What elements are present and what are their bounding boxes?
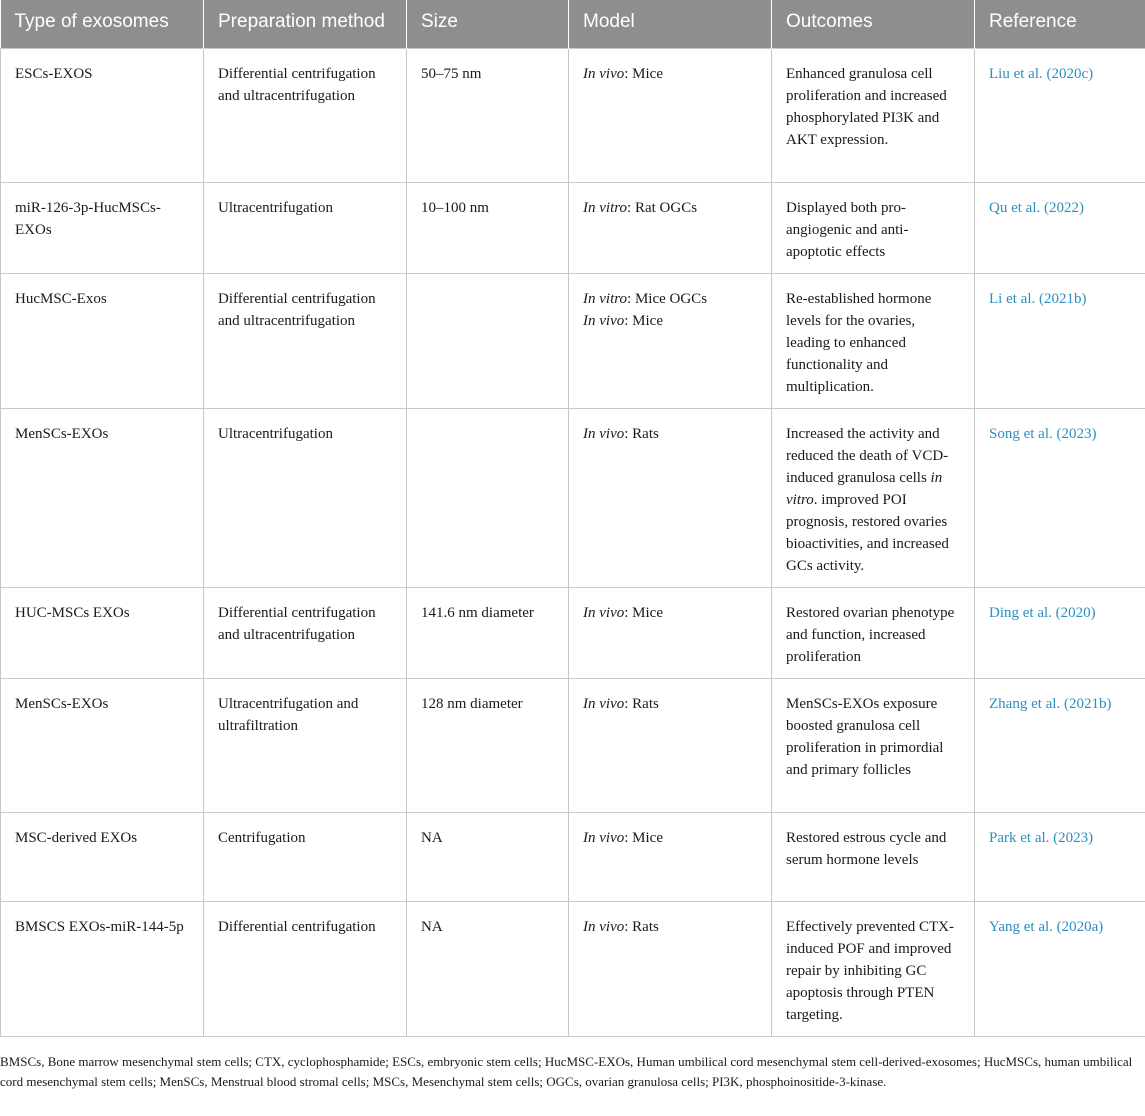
cell-size: 128 nm diameter: [407, 678, 569, 812]
header-type: Type of exosomes: [1, 0, 204, 48]
model-subject: : Mice OGCs: [627, 290, 708, 307]
outcome-text: Re-established hormone levels for the ovaries, leading to enhanced functionality and multiplication.: [786, 290, 932, 395]
table-row: [1, 48, 1145, 182]
cell-model: [569, 182, 772, 273]
table-footnote: BMSCs, Bone marrow mesenchymal stem cells; CTX, cyclophosphamide; ESCs, embryonic stem cells; HucMSC-EXOs, Human umbilical cord mesenchymal stem cell-derived-exosomes; HucMSCs, human umbilical cord mesenchymal stem cells; MenSCs, Menstrual blood stromal cells; MSCs, Mesenchymal stem cells; OGCs, ovarian granulosa cells; PI3K, phosphoinositide-3-kinase.: [0, 1054, 1133, 1089]
cell-type: miR-126-3p-HucMSCs-EXOs: [1, 182, 204, 273]
model-label: In vivo: [583, 829, 625, 846]
outcome-text: Restored estrous cycle and serum hormone levels: [786, 829, 947, 868]
cell-model: [569, 48, 772, 182]
cell-type: MenSCs-EXOs: [1, 408, 204, 587]
model-line: [583, 693, 757, 715]
cell-reference-link[interactable]: Qu et al. (2022): [975, 182, 1145, 273]
cell-outcomes: [772, 408, 975, 587]
header-outcomes: Outcomes: [772, 0, 975, 48]
cell-outcomes: [772, 182, 975, 273]
cell-method: Ultracentrifugation: [204, 408, 407, 587]
cell-reference-link[interactable]: Park et al. (2023): [975, 812, 1145, 901]
cell-size: 50–75 nm: [407, 48, 569, 182]
model-label: In vivo: [583, 918, 625, 935]
outcome-text: Effectively prevented CTX-induced POF and improved repair by inhibiting GC apoptosis through PTEN targeting.: [786, 918, 954, 1023]
outcome-text: Restored ovarian phenotype and function, increased proliferation: [786, 604, 955, 665]
model-line: [583, 288, 757, 310]
cell-model: [569, 408, 772, 587]
model-subject: : Rats: [624, 918, 659, 935]
cell-type: HucMSC-Exos: [1, 273, 204, 408]
table-row: [1, 587, 1145, 678]
cell-method: Differential centrifugation and ultracentrifugation: [204, 587, 407, 678]
cell-type: ESCs-EXOS: [1, 48, 204, 182]
model-line: [583, 310, 757, 332]
cell-method: Differential centrifugation: [204, 901, 407, 1036]
outcome-text: in vitro: [786, 469, 943, 508]
model-label: In vivo: [583, 604, 625, 621]
model-line: [583, 827, 757, 849]
cell-reference-link[interactable]: Ding et al. (2020): [975, 587, 1145, 678]
header-size: Size: [407, 0, 569, 48]
cell-method: Differential centrifugation and ultracentrifugation: [204, 273, 407, 408]
model-label: In vivo: [583, 695, 625, 712]
model-line: [583, 602, 757, 624]
cell-reference-link[interactable]: Song et al. (2023): [975, 408, 1145, 587]
cell-size: 10–100 nm: [407, 182, 569, 273]
cell-outcomes: [772, 587, 975, 678]
cell-model: [569, 587, 772, 678]
header-method: Preparation method: [204, 0, 407, 48]
cell-outcomes: [772, 812, 975, 901]
cell-model: [569, 273, 772, 408]
model-subject: : Rats: [624, 425, 659, 442]
outcome-text: . improved POI prognosis, restored ovaries bioactivities, and increased GCs activity.: [786, 491, 949, 574]
cell-type: MenSCs-EXOs: [1, 678, 204, 812]
cell-size: NA: [407, 901, 569, 1036]
cell-reference-link[interactable]: Zhang et al. (2021b): [975, 678, 1145, 812]
cell-outcomes: [772, 273, 975, 408]
cell-method: Ultracentrifugation: [204, 182, 407, 273]
model-line: [583, 197, 757, 219]
cell-type: HUC-MSCs EXOs: [1, 587, 204, 678]
table-row: [1, 273, 1145, 408]
outcome-text: Increased the activity and reduced the death of VCD-induced granulosa cells: [786, 425, 949, 486]
model-subject: : Mice: [624, 65, 663, 82]
model-subject: : Rat OGCs: [627, 199, 698, 216]
cell-model: [569, 901, 772, 1036]
model-subject: : Rats: [624, 695, 659, 712]
model-line: [583, 423, 757, 445]
cell-size: NA: [407, 812, 569, 901]
cell-method: Differential centrifugation and ultracentrifugation: [204, 48, 407, 182]
table-row: [1, 812, 1145, 901]
cell-size: 141.6 nm diameter: [407, 587, 569, 678]
header-reference: Reference: [975, 0, 1145, 48]
model-label: In vivo: [583, 312, 625, 329]
cell-outcomes: [772, 901, 975, 1036]
cell-method: Centrifugation: [204, 812, 407, 901]
cell-method: Ultracentrifugation and ultrafiltration: [204, 678, 407, 812]
model-label: In vivo: [583, 65, 625, 82]
cell-reference-link[interactable]: Yang et al. (2020a): [975, 901, 1145, 1036]
model-label: In vitro: [583, 290, 628, 307]
cell-size: [407, 408, 569, 587]
cell-model: [569, 812, 772, 901]
cell-reference-link[interactable]: Li et al. (2021b): [975, 273, 1145, 408]
cell-type: BMSCS EXOs-miR-144-5p: [1, 901, 204, 1036]
model-label: In vivo: [583, 425, 625, 442]
model-subject: : Mice: [624, 829, 663, 846]
model-line: [583, 916, 757, 938]
table-row: [1, 901, 1145, 1036]
header-row: [1, 0, 1145, 48]
model-subject: : Mice: [624, 312, 663, 329]
model-line: [583, 63, 757, 85]
model-label: In vitro: [583, 199, 628, 216]
outcome-text: MenSCs-EXOs exposure boosted granulosa cell proliferation in primordial and primary follicles: [786, 695, 944, 778]
model-subject: : Mice: [624, 604, 663, 621]
cell-type: MSC-derived EXOs: [1, 812, 204, 901]
cell-outcomes: [772, 678, 975, 812]
table-row: [1, 408, 1145, 587]
table-row: [1, 182, 1145, 273]
outcome-text: Displayed both pro-angiogenic and anti-apoptotic effects: [786, 199, 909, 260]
cell-size: [407, 273, 569, 408]
table-row: [1, 678, 1145, 812]
cell-model: [569, 678, 772, 812]
header-model: Model: [569, 0, 772, 48]
outcome-text: Enhanced granulosa cell proliferation and increased phosphorylated PI3K and AKT expression.: [786, 65, 947, 148]
cell-reference-link[interactable]: Liu et al. (2020c): [975, 48, 1145, 182]
cell-outcomes: [772, 48, 975, 182]
table-body: [1, 48, 1145, 1036]
